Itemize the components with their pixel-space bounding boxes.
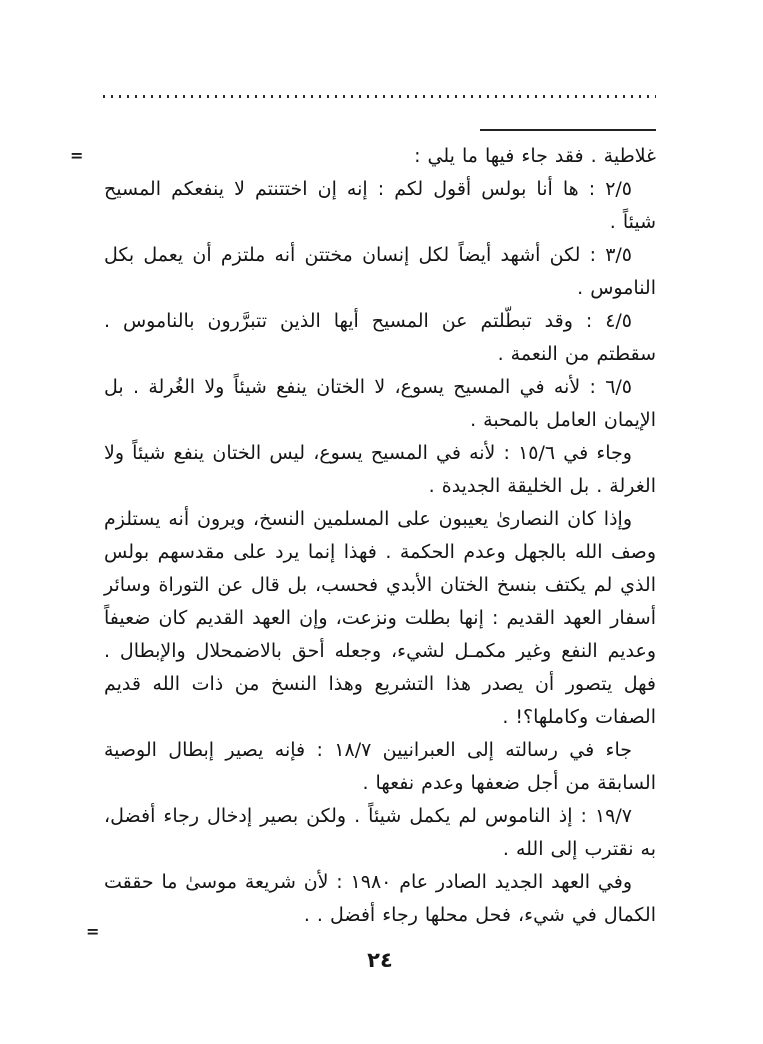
paragraph-verse-5-4: ٤/٥ : وقد تبطّلتم عن المسيح أيها الذين تتبرَّرون بالناموس . سقطتم من النعمة . xyxy=(104,310,656,365)
paragraph-galatians-intro: غلاطية . فقد جاء فيها ما يلي : xyxy=(414,145,656,167)
dotted-separator-rule xyxy=(103,95,656,98)
paragraph-verse-5-3: ٣/٥ : لكن أشهد أيضاً لكل إنسان مختتن أنه ملتزم أن يعمل بكل الناموس . xyxy=(104,244,656,299)
paragraph-commentary: وإذا كان النصارىٰ يعيبون على المسلمين النسخ، ويرون أنه يستلزم وصف الله بالجهل وعدم الحكمة . فهذا إنما يرد على مقدسهم بولس الذي لم يكتف بنسخ الختان الأبدي فحسب، بل قال عن التوراة وسائر أسفار العهد القديم : إنها بطلت ونزعت، وإن العهد القديم كان ضعيفاً وعديم النفع وغير مكمـل لشيء، وجعله أحق بالاضمحلال والإبطال . فهل يتصور أن يصدر هذا التشريع وهذا النسخ من ذات الله قديم الصفات وكاملها؟! . xyxy=(104,508,656,728)
body-text-block xyxy=(104,140,656,932)
short-horizontal-rule xyxy=(480,129,656,131)
continuation-marker-bottom: = xyxy=(86,922,100,941)
page-number: ٢٤ xyxy=(367,948,393,972)
paragraph-verse-6-15: وجاء في ١٥/٦ : لأنه في المسيح يسوع، ليس الختان ينفع شيئاً ولا الغرلة . بل الخليقة الجديدة . xyxy=(104,442,656,497)
paragraph-new-testament-1980: وفي العهد الجديد الصادر عام ١٩٨٠ : لأن شريعة موسىٰ ما حققت الكمال في شيء، فحل محلها رجاء أفضل . . xyxy=(104,871,656,926)
paragraph-hebrews-7-18: جاء في رسالته إلى العبرانيين ١٨/٧ : فإنه يصير إبطال الوصية السابقة من أجل ضعفها وعدم نفعها . xyxy=(104,739,656,794)
paragraph-hebrews-7-19: ١٩/٧ : إذ الناموس لم يكمل شيئاً . ولكن بصير إدخال رجاء أفضل، به نقترب إلى الله . xyxy=(104,805,656,860)
continuation-marker-top: = xyxy=(70,146,84,165)
paragraph-verse-5-6: ٦/٥ : لأنه في المسيح يسوع، لا الختان ينفع شيئاً ولا الغُرلة . بل الإيمان العامل بالمحبة . xyxy=(104,376,656,431)
paragraph-verse-5-2: ٢/٥ : ها أنا بولس أقول لكم : إنه إن اختتنتم لا ينفعكم المسيح شيئاً . xyxy=(104,178,656,233)
